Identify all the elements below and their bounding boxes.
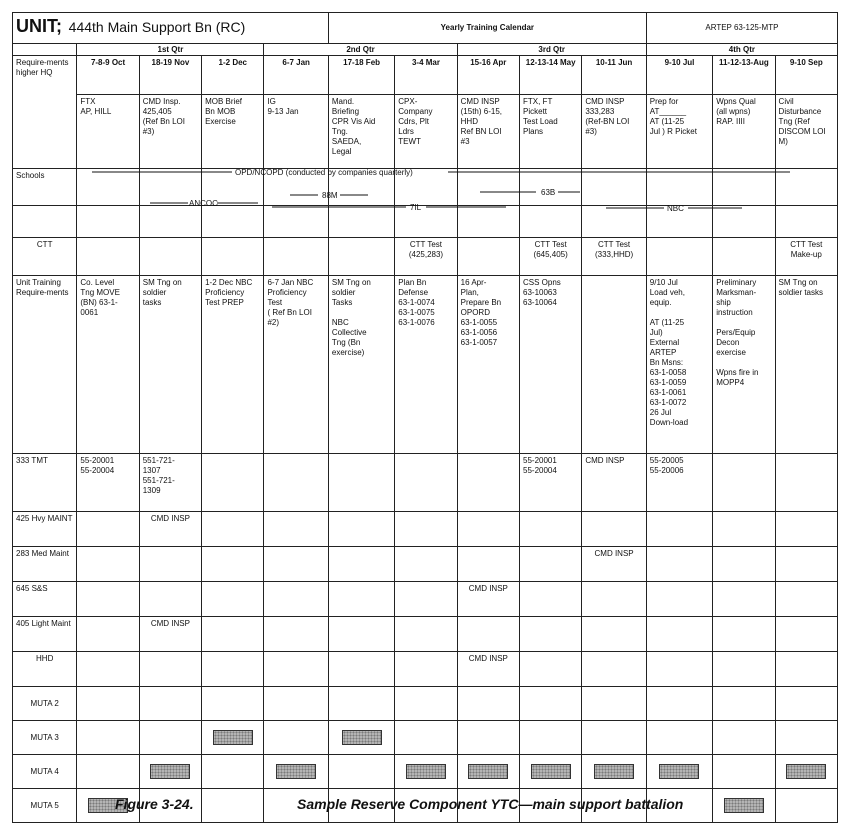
unit-training-cell: Co. Level Tng MOVE (BN) 63-1- 0061: [77, 276, 139, 454]
tmt-333-cell: [264, 454, 328, 512]
hvy-425-cell: [775, 512, 837, 547]
caption-figure-number: Figure 3-24.: [115, 796, 194, 812]
hhd-label: HHD: [13, 652, 77, 687]
med-283-cell: [202, 547, 264, 582]
light-405-cell: [202, 617, 264, 652]
sbs-645-cell: [646, 582, 712, 617]
ctt-label: CTT: [13, 238, 77, 276]
light-405-cell: [77, 617, 139, 652]
date-header-5: [328, 56, 394, 95]
muta-cell: [328, 721, 394, 755]
muta-shaded-block: [594, 764, 634, 779]
date-header-11: [713, 56, 775, 95]
tmt-333-cell: 55-20001 55-20004: [77, 454, 139, 512]
blank-cell: [328, 206, 394, 238]
requirement-cell: MOB Brief Bn MOB Exercise: [202, 95, 264, 169]
schools-cell: [77, 169, 139, 206]
muta-4-row: [13, 755, 838, 789]
med-283-cell: [646, 547, 712, 582]
requirement-cell: Wpns Qual (all wpns) RAP. IIII: [713, 95, 775, 169]
hhd-cell: [582, 652, 646, 687]
unit-training-cell: Preliminary Marksman- ship instruction Pers/Equip Decon exercise Wpns fire in MOPP4: [713, 276, 775, 454]
hvy-425-cell: [582, 512, 646, 547]
date-label: 10-11 Jun: [595, 58, 633, 67]
hvy-425-cell: [457, 512, 519, 547]
schools-cell: [395, 169, 457, 206]
unit-training-cell: [582, 276, 646, 454]
med-283-cell: [775, 547, 837, 582]
date-label: 12-13-14 May: [525, 58, 576, 67]
hvy-425-cell: [328, 512, 394, 547]
tmt-333-cell: 551-721- 1307 551-721- 1309: [139, 454, 201, 512]
hhd-cell: [202, 652, 264, 687]
unit-training-cell: CSS Opns 63-10063 63-10064: [520, 276, 582, 454]
muta-4-label: MUTA 4: [13, 755, 77, 789]
muta-shaded-block: [531, 764, 571, 779]
light-405-cell: CMD INSP: [139, 617, 201, 652]
quarter-corner: [13, 44, 77, 56]
muta-cell: [328, 755, 394, 789]
unit-training-cell: 6-7 Jan NBC Proficiency Test ( Ref Bn LOI #2): [264, 276, 328, 454]
ctt-cell: CTT Test (425,283): [395, 238, 457, 276]
date-label: 7-8-9 Oct: [90, 58, 126, 67]
ctt-cell: [77, 238, 139, 276]
muta-cell: [395, 755, 457, 789]
sbs-645-row: [13, 582, 838, 617]
muta-cell: [582, 721, 646, 755]
schools-cell: [202, 169, 264, 206]
date-header-4: [264, 56, 328, 95]
sbs-645-cell: [713, 582, 775, 617]
requirement-cell: CMD INSP (15th) 6-15, HHD Ref BN LOI #3: [457, 95, 519, 169]
muta-shaded-block: [276, 764, 316, 779]
hhd-cell: [328, 652, 394, 687]
artep-reference: ARTEP 63-125-MTP: [646, 13, 837, 44]
muta-cell: [202, 687, 264, 721]
schools-row: [13, 169, 838, 206]
unit-training-cell: 1-2 Dec NBC Proficiency Test PREP: [202, 276, 264, 454]
date-label: 17-18 Feb: [343, 58, 381, 67]
muta-cell: [457, 687, 519, 721]
calendar-title: Yearly Training Calendar: [328, 13, 646, 44]
tmt-333-row: [13, 454, 838, 512]
quarter-3: 3rd Qtr: [457, 44, 646, 56]
sbs-645-cell: [775, 582, 837, 617]
hhd-cell: [139, 652, 201, 687]
muta-cell: [646, 755, 712, 789]
ctt-cell: CTT Test (333,HHD): [582, 238, 646, 276]
quarter-2: 2nd Qtr: [264, 44, 457, 56]
blank-cell: [202, 206, 264, 238]
med-283-cell: [328, 547, 394, 582]
sbs-645-cell: [582, 582, 646, 617]
tmt-333-cell: [713, 454, 775, 512]
requirement-cell: FTX AP, HILL: [77, 95, 139, 169]
ctt-cell: CTT Test (645,405): [520, 238, 582, 276]
requirements-row: [13, 56, 838, 95]
date-header-10: [646, 56, 712, 95]
blank-cell: [264, 206, 328, 238]
sbs-645-cell: [202, 582, 264, 617]
light-405-cell: [328, 617, 394, 652]
hvy-425-cell: [264, 512, 328, 547]
blank-cell: [139, 206, 201, 238]
date-header-12: [775, 56, 837, 95]
requirement-cell: Prep for AT______ AT (11-25 Jul ) R Picket: [646, 95, 712, 169]
date-label: 1-2 Dec: [218, 58, 247, 67]
unit-training-cell: SM Tng on soldier tasks: [139, 276, 201, 454]
tmt-333-cell: [202, 454, 264, 512]
blank-label: [13, 206, 77, 238]
hvy-425-cell: [77, 512, 139, 547]
date-header-7: [457, 56, 519, 95]
muta-shaded-block: [659, 764, 699, 779]
ctt-cell: [139, 238, 201, 276]
med-283-cell: [139, 547, 201, 582]
sbs-645-cell: [520, 582, 582, 617]
med-283-cell: CMD INSP: [582, 547, 646, 582]
school-bar-63b-label: 63B: [541, 188, 556, 197]
tmt-333-cell: 55-20001 55-20004: [520, 454, 582, 512]
muta-cell: [139, 755, 201, 789]
med-283-label: 283 Med Maint: [13, 547, 77, 582]
muta-cell: [520, 755, 582, 789]
muta-cell: [77, 687, 139, 721]
hhd-cell: [775, 652, 837, 687]
ctt-cell: [457, 238, 519, 276]
light-405-cell: [457, 617, 519, 652]
muta-2-row: [13, 687, 838, 721]
date-label: 9-10 Jul: [664, 58, 695, 67]
muta-shaded-block: [406, 764, 446, 779]
muta-shaded-block: [150, 764, 190, 779]
tmt-333-cell: 55-20005 55-20006: [646, 454, 712, 512]
tmt-333-cell: [775, 454, 837, 512]
light-405-row: [13, 617, 838, 652]
tmt-333-cell: [395, 454, 457, 512]
ctt-cell: [202, 238, 264, 276]
muta-cell: [646, 687, 712, 721]
muta-shaded-block: [213, 730, 253, 745]
muta-cell: [775, 789, 837, 823]
date-header-8: [520, 56, 582, 95]
blank-cell: [457, 206, 519, 238]
requirement-cell: IG 9-13 Jan: [264, 95, 328, 169]
schools-cell: [520, 169, 582, 206]
med-283-cell: [395, 547, 457, 582]
muta-cell: [713, 789, 775, 823]
title-row: [13, 13, 838, 44]
requirements-label: Require-ments higher HQ: [13, 56, 77, 169]
muta-cell: [202, 755, 264, 789]
unit-training-cell: 16 Apr- Plan, Prepare Bn OPORD 63-1-0055 63-1-0056 63-1-0057: [457, 276, 519, 454]
muta-shaded-block: [724, 798, 764, 813]
date-header-3: [202, 56, 264, 95]
unit-training-cell: 9/10 Jul Load veh, equip. AT (11-25 Jul) External ARTEP Bn Msns: 63-1-0058 63-1-0059 63-1-0061 63-1-0072 26 Jul Down-load: [646, 276, 712, 454]
muta-cell: [520, 721, 582, 755]
blank-cell: [520, 206, 582, 238]
med-283-cell: [264, 547, 328, 582]
hvy-425-row: [13, 512, 838, 547]
muta-cell: [202, 789, 264, 823]
muta-3-label: MUTA 3: [13, 721, 77, 755]
blank-cell: [395, 206, 457, 238]
blank-row: [13, 206, 838, 238]
date-label: 3-4 Mar: [411, 58, 440, 67]
blank-cell: [713, 206, 775, 238]
muta-cell: [775, 687, 837, 721]
hvy-425-cell: [395, 512, 457, 547]
hvy-425-cell: [202, 512, 264, 547]
date-label: 11-12-13-Aug: [718, 58, 769, 67]
date-header-2: [139, 56, 201, 95]
sbs-645-label: 645 S&S: [13, 582, 77, 617]
hvy-425-cell: [713, 512, 775, 547]
schools-label: Schools: [13, 169, 77, 206]
light-405-cell: [646, 617, 712, 652]
unit-training-cell: SM Tng on soldier Tasks NBC Collective Tng (Bn exercise): [328, 276, 394, 454]
school-bar-88m-label: 88M: [322, 191, 338, 200]
schools-cell: [582, 169, 646, 206]
ctt-cell: [328, 238, 394, 276]
muta-cell: [264, 721, 328, 755]
light-405-cell: [520, 617, 582, 652]
quarter-1: 1st Qtr: [77, 44, 264, 56]
hhd-cell: [646, 652, 712, 687]
ctt-cell: [646, 238, 712, 276]
muta-shaded-block: [468, 764, 508, 779]
muta-cell: [77, 755, 139, 789]
yearly-training-calendar-table: [12, 12, 838, 823]
schools-cell: [457, 169, 519, 206]
muta-cell: [713, 687, 775, 721]
hvy-425-cell: [520, 512, 582, 547]
hhd-cell: [395, 652, 457, 687]
caption-text: Sample Reserve Component YTC—main support battalion: [297, 796, 684, 812]
sbs-645-cell: [395, 582, 457, 617]
opd-span-label: OPD/NCOPD (conducted by companies quarterly): [235, 168, 413, 177]
hvy-425-cell: CMD INSP: [139, 512, 201, 547]
schools-cell: [775, 169, 837, 206]
muta-cell: [395, 721, 457, 755]
tmt-333-cell: CMD INSP: [582, 454, 646, 512]
hhd-cell: [264, 652, 328, 687]
ctt-cell: [264, 238, 328, 276]
unit-cell: [13, 13, 329, 44]
muta-cell: [264, 687, 328, 721]
med-283-cell: [77, 547, 139, 582]
sbs-645-cell: [328, 582, 394, 617]
schools-cell: [264, 169, 328, 206]
blank-cell: [77, 206, 139, 238]
schools-cell: [713, 169, 775, 206]
hhd-cell: [77, 652, 139, 687]
muta-shaded-block: [786, 764, 826, 779]
hhd-cell: [520, 652, 582, 687]
muta-cell: [582, 687, 646, 721]
unit-training-cell: SM Tng on soldier tasks: [775, 276, 837, 454]
ctt-cell: [713, 238, 775, 276]
muta-cell: [202, 721, 264, 755]
light-405-cell: [264, 617, 328, 652]
muta-cell: [457, 721, 519, 755]
muta-cell: [713, 755, 775, 789]
requirement-cell: Civil Disturbance Tng (Ref DISCOM LOI M): [775, 95, 837, 169]
ctt-cell: CTT Test Make-up: [775, 238, 837, 276]
hvy-425-cell: [646, 512, 712, 547]
sbs-645-cell: [264, 582, 328, 617]
light-405-cell: [395, 617, 457, 652]
unit-training-label: Unit Training Require-ments: [13, 276, 77, 454]
med-283-cell: [520, 547, 582, 582]
light-405-cell: [713, 617, 775, 652]
date-label: 15-16 Apr: [470, 58, 507, 67]
tmt-333-label: 333 TMT: [13, 454, 77, 512]
date-label: 6-7 Jan: [282, 58, 310, 67]
date-header-9: [582, 56, 646, 95]
requirement-cell: FTX, FT Pickett Test Load Plans: [520, 95, 582, 169]
muta-cell: [775, 755, 837, 789]
requirement-cell: CPX- Company Cdrs, Plt Ldrs TEWT: [395, 95, 457, 169]
requirement-cell: CMD Insp. 425,405 (Ref Bn LOI #3): [139, 95, 201, 169]
unit-training-row: [13, 276, 838, 454]
muta-cell: [264, 755, 328, 789]
muta-5-label: MUTA 5: [13, 789, 77, 823]
muta-shaded-block: [342, 730, 382, 745]
muta-2-label: MUTA 2: [13, 687, 77, 721]
school-bar-7il-label: 7IL: [410, 203, 422, 212]
muta-cell: [520, 687, 582, 721]
med-283-cell: [457, 547, 519, 582]
muta-cell: [77, 721, 139, 755]
requirement-cell: Mand. Briefing CPR Vis Aid Tng. SAEDA, Legal: [328, 95, 394, 169]
light-405-label: 405 Light Maint: [13, 617, 77, 652]
muta-cell: [395, 687, 457, 721]
muta-cell: [139, 687, 201, 721]
muta-cell: [457, 755, 519, 789]
hvy-425-label: 425 Hvy MAINT: [13, 512, 77, 547]
date-header-6: [395, 56, 457, 95]
muta-cell: [646, 721, 712, 755]
unit-label: UNIT;: [16, 16, 62, 36]
muta-cell: [775, 721, 837, 755]
tmt-333-cell: [457, 454, 519, 512]
muta-cell: [328, 687, 394, 721]
school-bar-nbc-label: NBC: [667, 204, 684, 213]
muta-3-row: [13, 721, 838, 755]
tmt-333-cell: [328, 454, 394, 512]
schools-cell: [328, 169, 394, 206]
blank-cell: [582, 206, 646, 238]
sbs-645-cell: CMD INSP: [457, 582, 519, 617]
light-405-cell: [582, 617, 646, 652]
hhd-cell: [713, 652, 775, 687]
quarter-4: 4th Qtr: [646, 44, 837, 56]
light-405-cell: [775, 617, 837, 652]
schools-cell: [139, 169, 201, 206]
school-bar-ancoc-label: ANCOC: [189, 199, 218, 208]
ctt-row: [13, 238, 838, 276]
sbs-645-cell: [139, 582, 201, 617]
date-label: 18-19 Nov: [151, 58, 190, 67]
hhd-row: [13, 652, 838, 687]
med-283-cell: [713, 547, 775, 582]
date-label: 9-10 Sep: [789, 58, 823, 67]
date-header-1: [77, 56, 139, 95]
muta-cell: [713, 721, 775, 755]
hhd-cell: CMD INSP: [457, 652, 519, 687]
blank-cell: [646, 206, 712, 238]
quarter-row: [13, 44, 838, 56]
blank-cell: [775, 206, 837, 238]
unit-training-cell: Plan Bn Defense 63-1-0074 63-1-0075 63-1-0076: [395, 276, 457, 454]
muta-cell: [582, 755, 646, 789]
unit-name: 444th Main Support Bn (RC): [68, 19, 246, 35]
schools-cell: [646, 169, 712, 206]
sbs-645-cell: [77, 582, 139, 617]
requirements-cells-row: [13, 95, 838, 169]
muta-cell: [139, 721, 201, 755]
med-283-row: [13, 547, 838, 582]
requirement-cell: CMD INSP 333,283 (Ref-BN LOI #3): [582, 95, 646, 169]
